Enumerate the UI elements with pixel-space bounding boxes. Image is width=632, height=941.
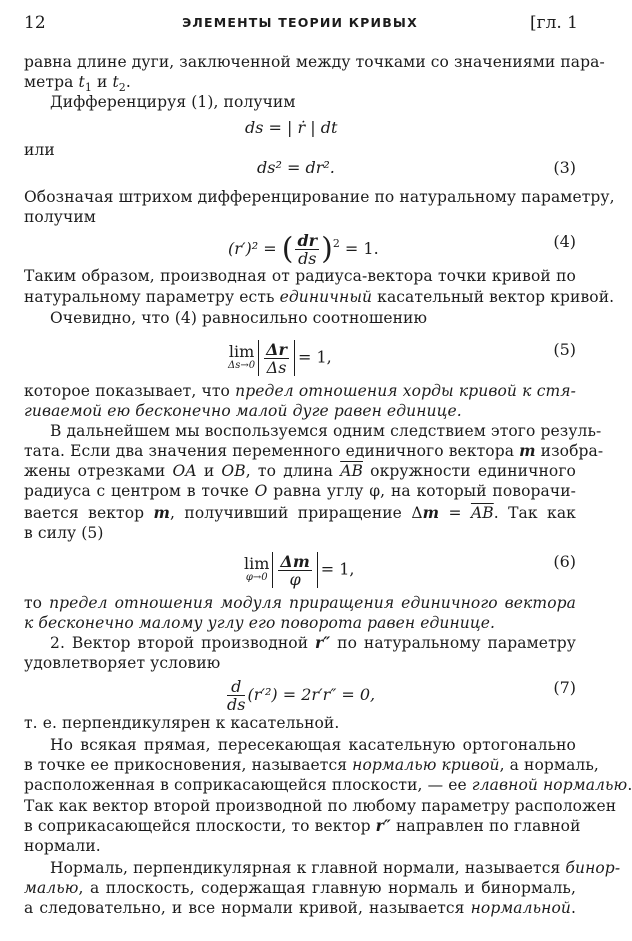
text-line: равна длине дуги, заключенной между точками со значениями пара- — [24, 53, 605, 71]
text-line: а следовательно, и все нормали кривой, называется нормальной. — [24, 899, 576, 917]
equation-number: (6) — [553, 552, 576, 571]
equation-6: lim φ→0 $\frac{\Delta m}{\varphi}$ = 1, — [244, 551, 355, 589]
text-line: расположенная в соприкасающейся плоскости, — ее главной нормалью. — [24, 776, 632, 794]
text-line: нормали. — [24, 837, 101, 855]
text-line: 2. Вектор второй производной r″ по натуральному параметру — [50, 633, 576, 652]
text-line: т. е. перпендикулярен к касательной. — [24, 714, 340, 732]
text-line: В дальнейшем мы воспользуемся одним следствием этого резуль- — [50, 422, 602, 440]
text-line: жены отрезками OA и OB, то длина $\overline{AB}$ окружности единичного — [24, 462, 576, 480]
text-line: тата. Если два значения переменного единичного вектора m изобра- — [24, 441, 604, 460]
text-line: которое показывает, что предел отношения хорды кривой к стя- — [24, 382, 576, 400]
text-line: Нормаль, перпендикулярная к главной нормали, называется бинор- — [50, 859, 621, 877]
page-number: 12 — [24, 13, 46, 33]
equation-5: lim Δs→0 $\frac{\Delta r}{\Delta s}$ = 1, — [228, 339, 332, 377]
text-line: малью, а плоскость, содержащая главную нормаль и бинормаль, — [24, 879, 576, 897]
text-line: Обозначая штрихом дифференцирование по натуральному параметру, — [24, 188, 615, 206]
text-line: в силу (5) — [24, 524, 104, 542]
text-line: Дифференцируя (1), получим — [50, 93, 296, 111]
equation-ds: ds = | ṙ | dt — [245, 118, 338, 137]
text-line: вается вектор m, получивший приращение $\Delta m = \overline{AB}$. Так как — [24, 503, 576, 522]
equation-3: ds² = dr². — [257, 158, 335, 177]
text-line: гиваемой ею бесконечно малой дуге равен единице. — [24, 402, 462, 420]
text-line: Таким образом, производная от радиуса-вектора точки кривой по — [24, 267, 576, 285]
equation-number: (4) — [553, 232, 576, 251]
text-line: Очевидно, что (4) равносильно соотношению — [50, 309, 428, 327]
text-line: Так как вектор второй производной по любому параметру расположен — [24, 797, 617, 815]
text-line: к бесконечно малому углу его поворота равен единице. — [24, 614, 496, 632]
equation-7: $\frac{d}{ds}$ (r′²) = 2r′r″ = 0, — [227, 677, 376, 714]
chapter-label: [гл. 1 — [530, 13, 578, 33]
equation-number: (5) — [553, 340, 576, 359]
text-line: радиуса с центром в точке O равна углу φ, на который поворачи- — [24, 482, 577, 500]
text-line: метра $t_1$ и $t_2$. — [24, 73, 131, 94]
equation-number: (3) — [553, 158, 576, 177]
running-title: ЭЛЕМЕНТЫ ТЕОРИИ КРИВЫХ — [182, 15, 418, 30]
equation-number: (7) — [553, 678, 576, 697]
text-line: или — [24, 141, 55, 159]
equation-4: (r′)² = ( $\frac{dr}{ds}$ )$^2$ = 1. — [228, 231, 379, 268]
text-line: в точке ее прикосновения, называется нормалью кривой, а нормаль, — [24, 756, 599, 774]
text-line: в соприкасающейся плоскости, то вектор r″ направлен по главной — [24, 816, 581, 835]
text-line: Но всякая прямая, пересекающая касательную ортогонально — [50, 736, 576, 754]
text-line: получим — [24, 208, 96, 226]
text-line: удовлетворяет условию — [24, 654, 221, 672]
text-line: то предел отношения модуля приращения единичного вектора — [24, 594, 576, 612]
text-line: натуральному параметру есть единичный касательный вектор кривой. — [24, 288, 615, 306]
